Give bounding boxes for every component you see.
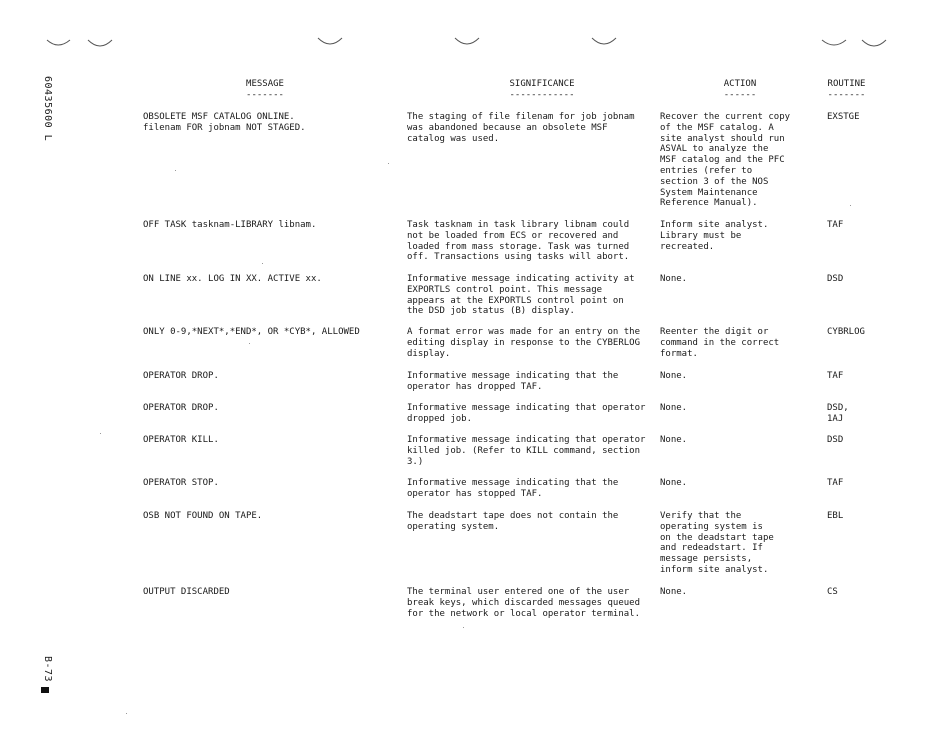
binder-hole-mark [862,40,886,46]
page-edge-mark [41,687,49,693]
action-cell: Inform site analyst. Library must be recreated. [660,220,769,252]
message-cell: OSB NOT FOUND ON TAPE. [143,511,263,521]
scan-speck [175,170,176,171]
routine-cell: DSD [827,435,844,445]
routine-cell: DSD [827,274,844,284]
header-underline: ------- [246,89,284,100]
message-cell: ONLY 0-9,*NEXT*,*END*, OR *CYB*, ALLOWED [143,327,360,337]
routine-cell: EXSTGE [827,112,860,122]
header-significance [497,79,587,101]
header-message [230,79,300,101]
binder-hole-mark [455,38,479,44]
header-routine [819,79,874,101]
scan-speck [262,263,263,264]
message-cell: ON LINE xx. LOG IN XX. ACTIVE xx. [143,274,322,284]
routine-cell: DSD, 1AJ [827,403,849,424]
header-underline: ------------ [509,89,575,100]
significance-cell: Informative message indicating that operator dropped job. [407,403,646,424]
significance-cell: The deadstart tape does not contain the operating system. [407,511,619,532]
binder-hole-mark [318,38,342,44]
routine-cell: TAF [827,478,844,488]
message-cell: OPERATOR KILL. [143,435,219,445]
header-label: MESSAGE [246,79,284,89]
action-cell: Reenter the digit or command in the correct format. [660,327,780,359]
binder-hole-mark [822,40,846,45]
document-number: 60435600 L [42,76,53,142]
page-number: B-73 [42,656,53,683]
routine-cell: TAF [827,371,844,381]
header-label: ROUTINE [827,79,866,89]
significance-cell: Informative message indicating activity at EXPORTLS control point. This message appears at the EXPORTLS control point on the DSD job status (B) display. [407,274,635,317]
action-cell: Verify that the operating system is on the deadstart tape and redeadstart. If message persists, inform site analyst. [660,511,774,575]
message-cell: OUTPUT DISCARDED [143,587,230,597]
scan-speck [126,713,127,714]
routine-cell: TAF [827,220,844,230]
binder-hole-mark [47,40,70,45]
action-cell: None. [660,587,688,597]
header-label: SIGNIFICANCE [509,79,575,89]
scan-speck [463,627,464,628]
message-cell: OPERATOR DROP. [143,403,219,413]
action-cell: None. [660,403,688,413]
scan-speck [249,343,250,344]
routine-cell: CYBRLOG [827,327,865,337]
binder-hole-mark [88,40,112,46]
routine-cell: CS [827,587,838,597]
message-cell: OFF TASK tasknam-LIBRARY libnam. [143,220,317,230]
message-cell: OPERATOR STOP. [143,478,219,488]
action-cell: None. [660,371,688,381]
action-cell: None. [660,435,688,445]
action-cell: None. [660,478,688,488]
significance-cell: Task tasknam in task library libnam could not be loaded from ECS or recovered and loaded from mass storage. Task was turned off. Transactions using tasks will abort. [407,220,630,263]
header-underline: ------- [827,89,866,100]
scan-speck [388,163,389,164]
significance-cell: The terminal user entered one of the user break keys, which discarded messages queued for the network or local operator terminal. [407,587,640,619]
scan-speck [850,205,851,206]
significance-cell: A format error was made for an entry on the editing display in response to the CYBERLOG display. [407,327,640,359]
header-underline: ------ [723,89,757,100]
significance-cell: The staging of file filenam for job jobnam was abandoned because an obsolete MSF catalog was used. [407,112,635,144]
header-label: ACTION [723,79,757,89]
routine-cell: EBL [827,511,844,521]
action-cell: Recover the current copy of the MSF catalog. A site analyst should run ASVAL to analyze the MSF catalog and the PFC entries (refer to section 3 of the NOS System Maintenance Reference Manual). [660,112,791,209]
message-cell: OBSOLETE MSF CATALOG ONLINE. filenam FOR jobnam NOT STAGED. [143,112,306,133]
message-cell: OPERATOR DROP. [143,371,219,381]
binder-hole-mark [592,38,616,44]
significance-cell: Informative message indicating that the operator has dropped TAF. [407,371,619,392]
significance-cell: Informative message indicating that the operator has stopped TAF. [407,478,619,499]
scan-speck [100,433,101,434]
significance-cell: Informative message indicating that operator killed job. (Refer to KILL command, section 3.) [407,435,646,467]
header-action [715,79,765,101]
action-cell: None. [660,274,688,284]
